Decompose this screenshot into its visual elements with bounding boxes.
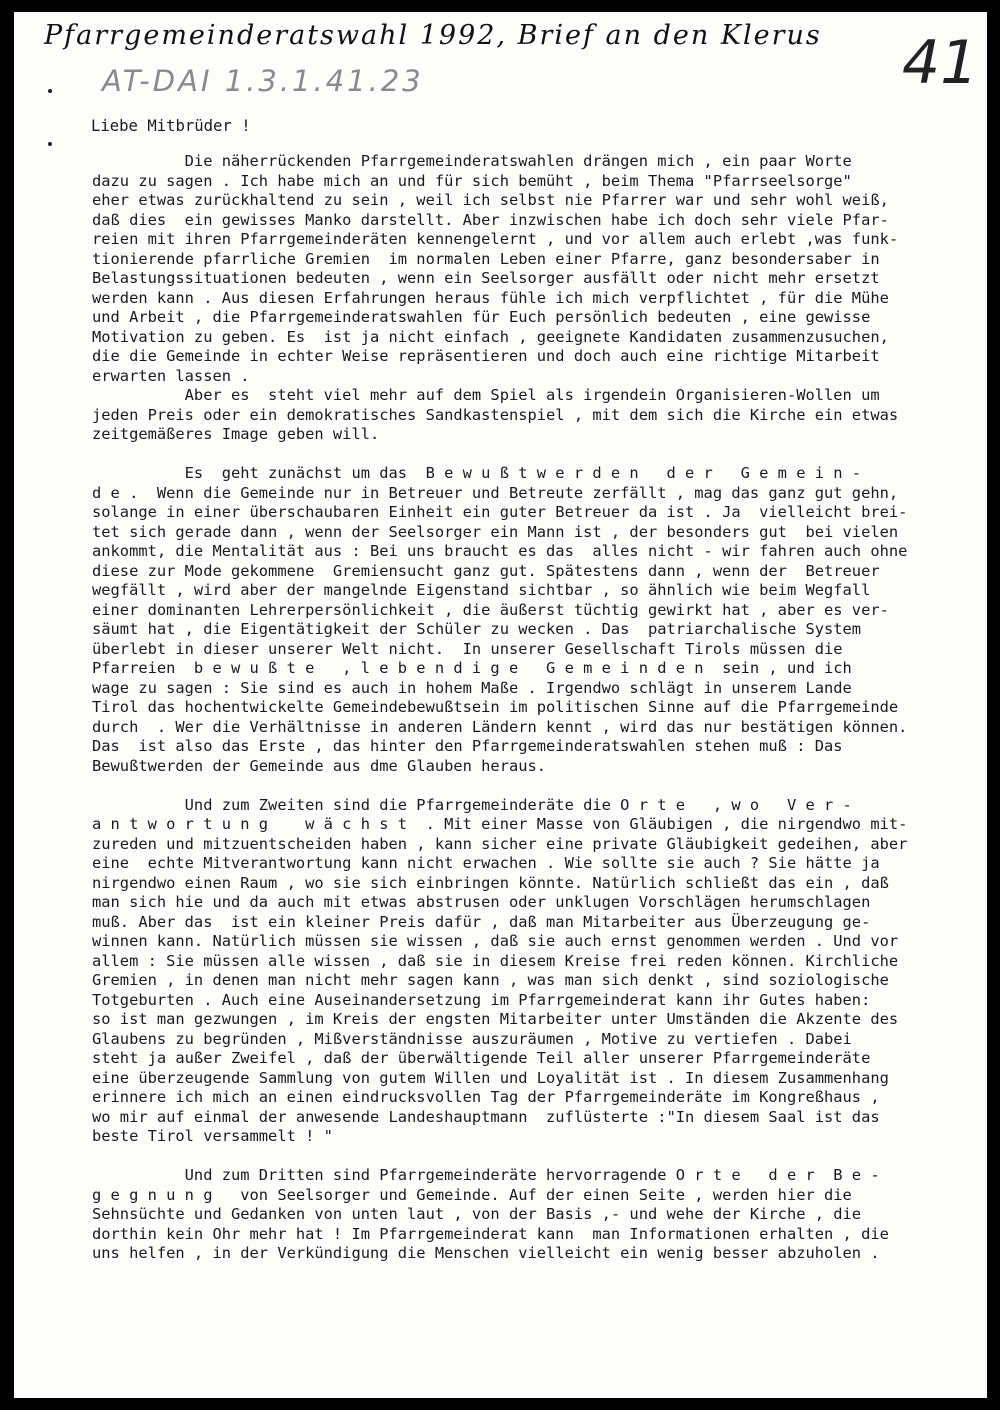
text-line: einer dominanten Lehrerpersönlichkeit , die äußerst tüchtig gewirkt hat , aber es ver-: [92, 600, 889, 619]
text-line: so ist man gezwungen , im Kreis der engsten Mitarbeiter unter Umständen die Akzente des: [92, 1010, 899, 1028]
text-line: solange in einer überschaubaren Einheit ein guter Betreuer da ist . Ja vielleicht brei-: [92, 503, 908, 521]
text-line: Und zum Zweiten sind die Pfarrgemeinderäte die O r t e , w o V e r -: [92, 795, 852, 814]
text-line: dazu zu sagen . Ich habe mich an und für sich bemüht , beim Thema "Pfarrseelsorge": [92, 171, 852, 190]
text-line: säumt hat , die Eigentätigkeit der Schüler zu wecken . Das patriarchalische System: [92, 620, 862, 638]
archive-reference: AT-DAI 1.3.1.41.23: [102, 64, 424, 98]
text-line: beste Tirol versammelt ! ": [92, 1127, 333, 1145]
salutation: Liebe Mitbrüder !: [91, 117, 251, 135]
text-line: ankommt, die Mentalität aus : Bei uns braucht es das alles nicht - wir fahren auch ohne: [92, 542, 908, 560]
text-line: reien mit ihren Pfarrgemeinderäten kennengelernt , und vor allem auch erlebt ,was funk-: [92, 230, 899, 248]
text-line: eine überzeugende Sammlung von gutem Willen und Loyalität ist . In diesem Zusammenhang: [92, 1068, 889, 1087]
text-line: durch . Wer die Verhältnisse in anderen Ländern kennt , wird das nur bestätigen können.: [92, 717, 908, 736]
text-line: diese zur Mode gekommene Gremiensucht ganz gut. Spätestens dann , wenn der Betreuer: [92, 561, 880, 580]
text-line: Bewußtwerden der Gemeinde aus dme Glauben heraus.: [92, 756, 547, 775]
page-number: 41: [902, 28, 979, 98]
text-line: und Arbeit , die Pfarrgemeinderatswahlen für Euch persönlich bedeuten , eine gewisse: [92, 308, 871, 326]
text-line: winnen kann. Natürlich müssen sie wissen , daß sie auch ernst genommen werden . Und vor: [92, 932, 899, 950]
text-line: wo mir auf einmal der anwesende Landeshauptmann zuflüsterte :"In diesem Saal ist das: [92, 1107, 880, 1126]
text-line: Die näherrückenden Pfarrgemeinderatswahlen drängen mich , ein paar Worte: [92, 152, 852, 170]
text-line: wegfällt , wird aber der mangelnde Eigenstand sichtbar , so ähnlich wie beim Wegfall: [92, 581, 871, 599]
text-line: zeitgemäßeres Image geben will.: [92, 425, 380, 443]
text-line: Gremien , in denen man nicht mehr sagen kann , was man sich denkt , sind soziologische: [92, 971, 889, 989]
text-line: a n t w o r t u n g w ä c h s t . Mit einer Masse von Gläubigen , die nirgendwo mit-: [92, 815, 908, 833]
punch-hole-mark: [48, 142, 52, 146]
text-line: Totgeburten . Auch eine Auseinandersetzung im Pfarrgemeinderat kann ihr Gutes haben:: [92, 990, 871, 1009]
document-page: [14, 12, 987, 1398]
paragraph-gap: [92, 776, 972, 796]
text-line: dorthin kein Ohr mehr hat ! Im Pfarrgemeinderat kann man Informationen erhalten , die: [92, 1224, 889, 1243]
paragraph-gap: [92, 445, 972, 465]
text-line: steht ja außer Zweifel , daß der überwältigende Teil aller unserer Pfarrgemeinderäte: [92, 1049, 871, 1067]
text-line: eher etwas zurückhaltend zu sein , weil ich selbst nie Pfarrer war und sehr wohl weiß,: [92, 191, 889, 209]
text-line: Das ist also das Erste , das hinter den Pfarrgemeinderatswahlen stehen muß : Das: [92, 737, 843, 755]
text-line: erwarten lassen .: [92, 366, 250, 385]
text-line: Sehnsüchte und Gedanken von unten laut , von der Basis ,- und wehe der Kirche , die: [92, 1205, 862, 1223]
text-line: werden kann . Aus diesen Erfahrungen heraus fühle ich mich verpflichtet , für die Mühe: [92, 288, 889, 307]
text-line: allem : Sie müssen alle wissen , daß sie in diesem Kreise frei reden können. Kirchliche: [92, 951, 899, 970]
text-line: jeden Preis oder ein demokratisches Sandkastenspiel , mit dem sich die Kirche ein etwas: [92, 405, 899, 424]
punch-hole-mark: [48, 89, 52, 93]
text-line: eine echte Mitverantwortung kann nicht erwachen . Wie sollte sie auch ? Sie hätte ja: [92, 854, 880, 872]
text-line: nirgendwo einen Raum , wo sie sich einbringen könnte. Natürlich schließt das ein , daß: [92, 873, 889, 892]
text-line: Tirol das hochentwickelte Gemeindebewußtsein im politischen Sinne auf die Pfarrgemeinde: [92, 698, 899, 716]
text-line: Motivation zu geben. Es ist ja nicht einfach , geeignete Kandidaten zusammenzusuchen,: [92, 327, 889, 346]
text-line: Es geht zunächst um das B e w u ß t w e r d e n d e r G e m e i n -: [92, 464, 862, 482]
letter-body: [92, 152, 972, 1264]
text-line: uns helfen , in der Verkündigung die Menschen vielleicht ein wenig besser abzuholen .: [92, 1244, 880, 1262]
text-line: erinnere ich mich an einen eindrucksvollen Tag der Pfarrgemeinderäte im Kongreßhaus ,: [92, 1088, 880, 1106]
text-line: man sich hie und da auch mit etwas abstrusen oder unklugen Vorschlägen herumschlagen: [92, 893, 871, 911]
text-line: zureden und mitzuentscheiden haben , kann sicher eine private Gläubigkeit gedeihen, aber: [92, 834, 908, 853]
text-line: die die Gemeinde in echter Weise repräsentieren und doch auch eine richtige Mitarbeit: [92, 347, 880, 365]
text-line: g e g n u n g von Seelsorger und Gemeinde. Auf der einen Seite , werden hier die: [92, 1185, 852, 1204]
text-line: muß. Aber das ist ein kleiner Preis dafür , daß man Mitarbeiter aus Überzeugung ge-: [92, 912, 871, 931]
text-line: wage zu sagen : Sie sind es auch in hohem Maße . Irgendwo schlägt in unserem Lande: [92, 678, 852, 697]
paragraph-gap: [92, 1147, 972, 1167]
text-line: tionierende pfarrliche Gremien im normalen Leben einer Pfarre, ganz besondersaber in: [92, 249, 880, 268]
text-line: Glaubens zu begründen , Mißverständnisse auszuräumen , Motive zu vertiefen . Dabei: [92, 1029, 852, 1048]
text-line: Pfarreien b e w u ß t e , l e b e n d i g e G e m e i n d e n sein , und ich: [92, 659, 852, 677]
text-line: Belastungssituationen bedeuten , wenn ein Seelsorger ausfällt oder nicht mehr ersetzt: [92, 269, 880, 287]
text-line: überlebt in dieser unserer Welt nicht. In unserer Gesellschaft Tirols müssen die: [92, 639, 843, 658]
text-line: Aber es steht viel mehr auf dem Spiel als irgendein Organisieren-Wollen um: [92, 386, 880, 404]
text-line: daß dies ein gewisses Manko darstellt. Aber inzwischen habe ich doch sehr viele Pfar-: [92, 210, 889, 229]
text-line: tet sich gerade dann , wenn der Seelsorger ein Mann ist , der besonders gut bei vielen: [92, 522, 899, 541]
handwritten-title: Pfarrgemeinderatswahl 1992, Brief an den Klerus: [44, 20, 822, 51]
text-line: d e . Wenn die Gemeinde nur in Betreuer und Betreute zerfällt , mag das ganz gut gehn,: [92, 483, 899, 502]
text-line: Und zum Dritten sind Pfarrgemeinderäte hervorragende O r t e d e r B e -: [92, 1166, 880, 1184]
